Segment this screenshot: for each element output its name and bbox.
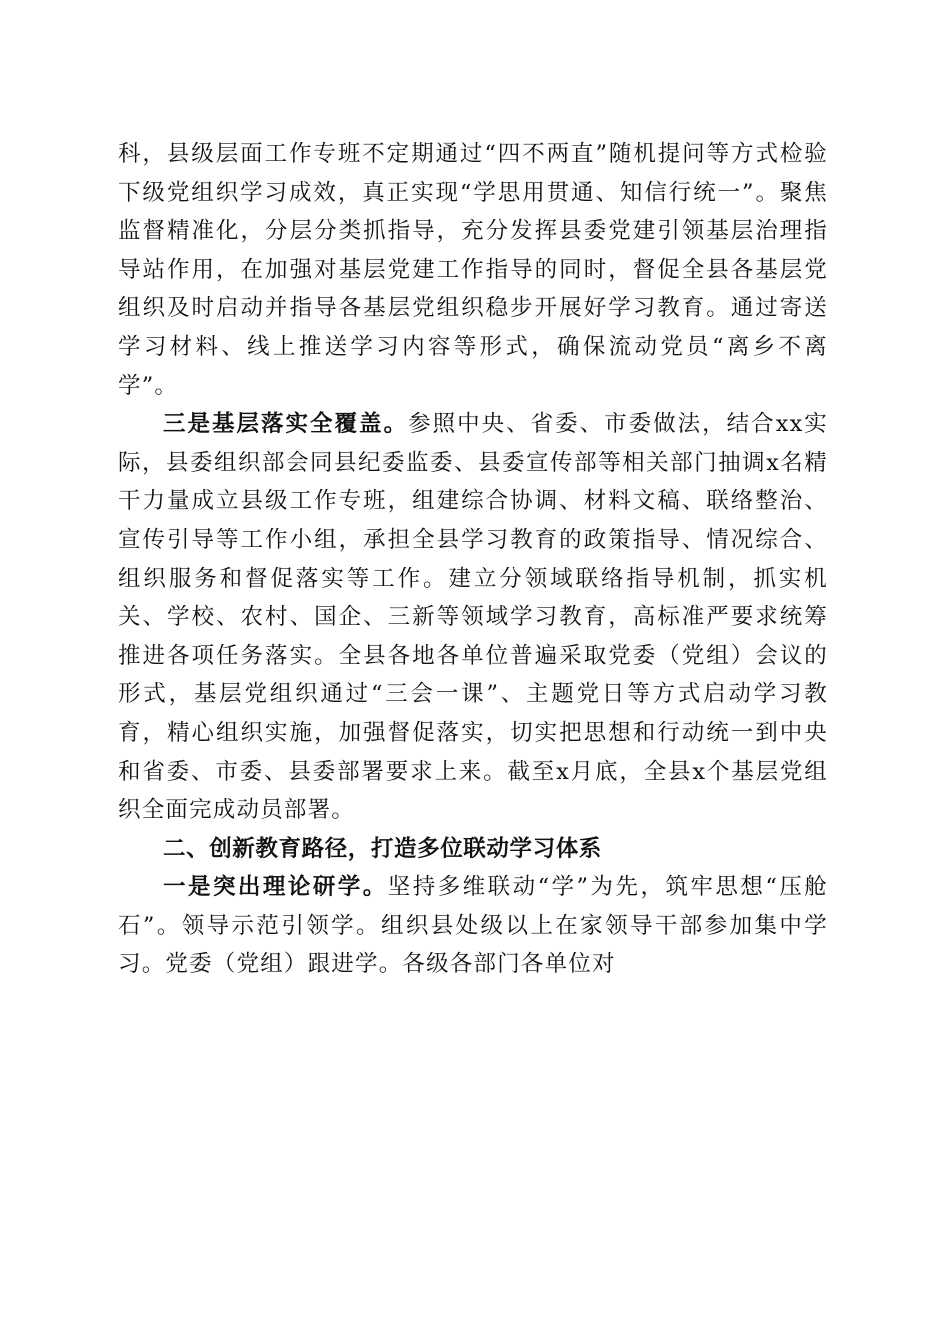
paragraph-lead: 三是基层落实全覆盖。 xyxy=(163,411,409,438)
paragraph-grassroots-coverage xyxy=(118,405,828,830)
paragraph-theory-study xyxy=(118,868,828,984)
paragraph-text: 参照中央、省委、市委做法，结合xx实际，县委组织部会同县纪委监委、县委宣传部等相关部门抽调x名精干力量成立县级工作专班，组建综合协调、材料文稿、联络整治、宣传引导等工作小组，承担全县学习教育的政策指导、情况综合、组织服务和督促落实等工作。建立分领域联络指导机制，抓实机关、学校、农村、国企、三新等领域学习教育，高标准严要求统筹推进各项任务落实。全县各地各单位普遍采取党委（党组）会议的形式，基层党组织通过“三会一课”、主题党日等方式启动学习教育，精心组织实施，加强督促落实，切实把思想和行动统一到中央和省委、市委、县委部署要求上来。截至x月底，全县x个基层党组织全面完成动员部署。 xyxy=(118,411,828,824)
paragraph-text: 坚持多维联动“学”为先，筑牢思想“压舱石”。领导示范引领学。组织县处级以上在家领导干部参加集中学习。党委（党组）跟进学。各级各部门各单位对 xyxy=(118,874,828,978)
document-body xyxy=(118,135,828,984)
paragraph-lead: 一是突出理论研学。 xyxy=(163,874,388,901)
section-heading: 二、创新教育路径，打造多位联动学习体系 xyxy=(163,835,602,862)
paragraph-continuation: 科，县级层面工作专班不定期通过“四不两直”随机提问等方式检验下级党组织学习成效，真正实现“学思用贯通、知信行统一”。聚焦监督精准化，分层分类抓指导，充分发挥县委党建引领基层治理指导站作用，在加强对基层党建工作指导的同时，督促全县各基层党组织及时启动并指导各基层党组织稳步开展好学习教育。通过寄送学习材料、线上推送学习内容等形式，确保流动党员“离乡不离学”。 xyxy=(118,141,828,399)
